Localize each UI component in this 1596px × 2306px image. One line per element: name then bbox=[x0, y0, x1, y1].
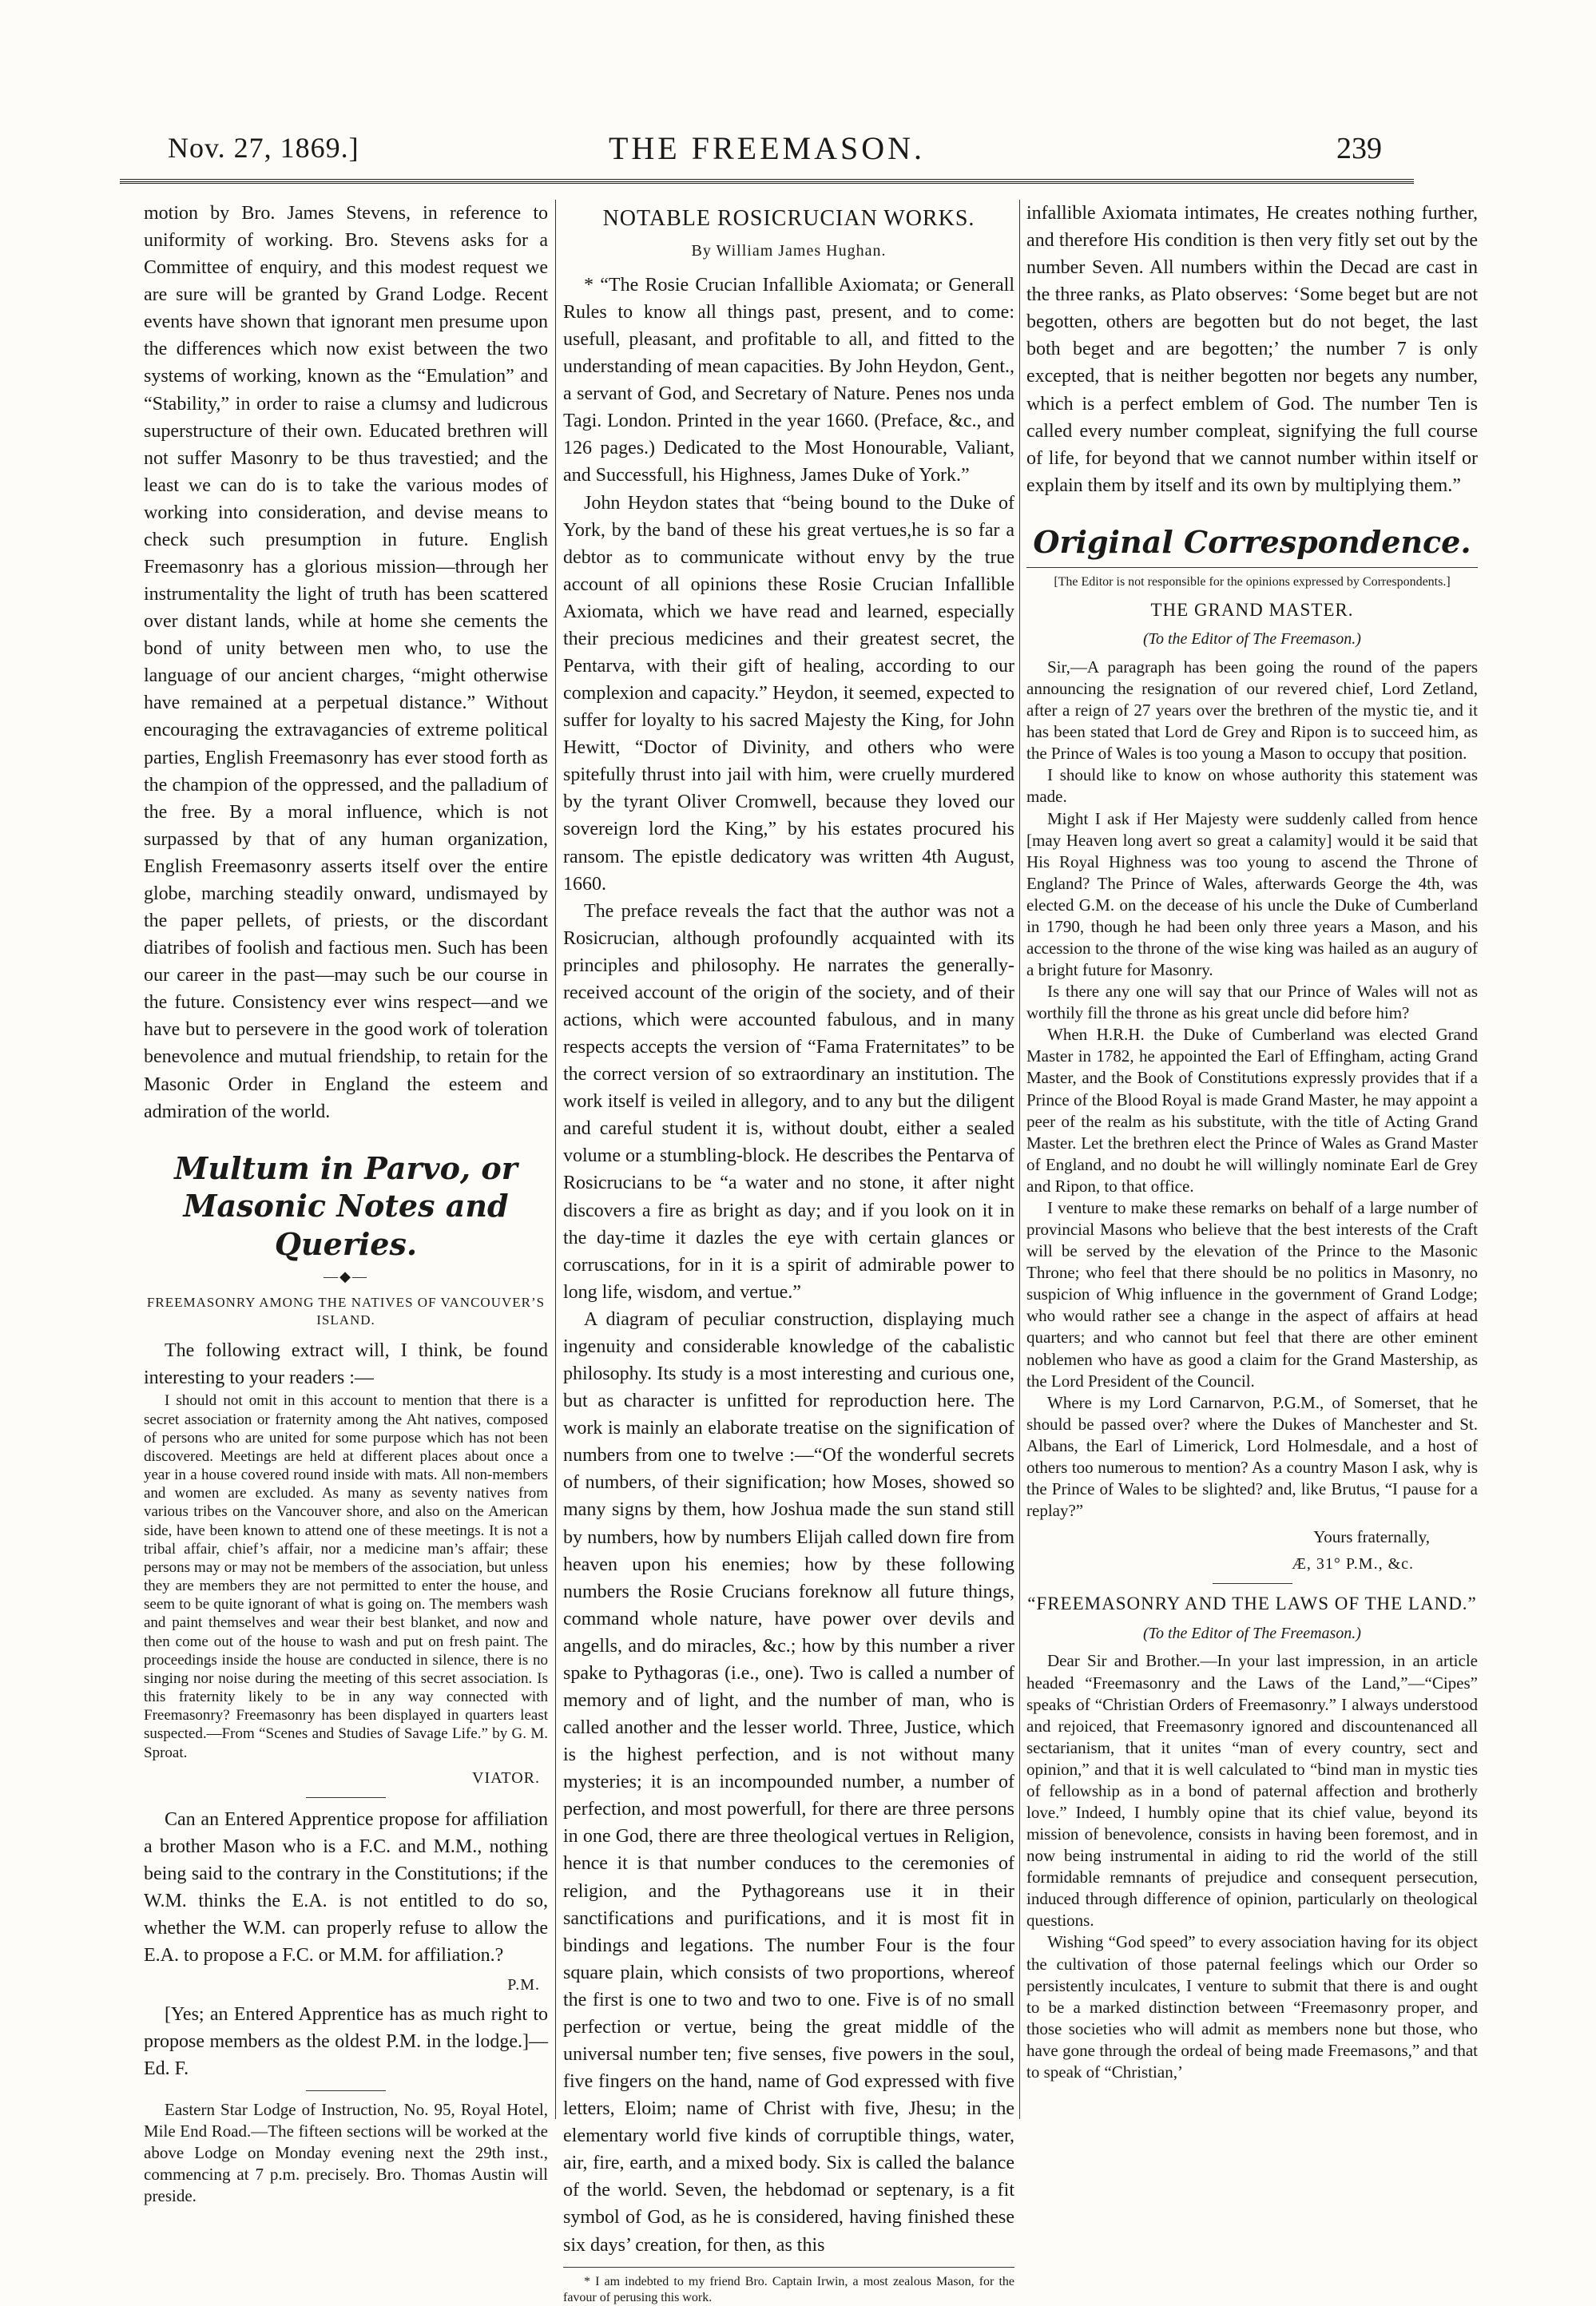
column-divider bbox=[555, 200, 556, 2119]
masthead-rule bbox=[120, 179, 1414, 184]
column-1 bbox=[144, 200, 548, 2206]
axiomata-continuation: infallible Axiomata intimates, He creates nothing further, and therefore His condition is then very fitly set out by the number Seven. All numbers within the Decad are cast in the three ranks, as Plato observes: ‘Some beget but are not begotten, others are begotten but do not beget, the last both beget and are begotten;’ the number 7 is only excepted, that is neither begotten nor begets any number, which is a perfect emblem of God. The number Ten is called every number compleat, signifying the full course of life, for beyond that we cannot number within itself or explain them by itself and its own by multiplying them.” bbox=[1026, 203, 1478, 496]
letter-paragraph: When H.R.H. the Duke of Cumberland was elected Grand Master in 1782, he appointed the Earl of Effingham, acting Grand Master, and the Book of Constitutions expressly provides that if a Prince of the Blood Royal is made Grand Master, he may appoint a peer of the realm as his substitute, with the title of Acting Grand Master. Let the brethren elect the Prince of Wales as Grand Master of England, and no doubt he will willingly nominate Earl de Grey and Ripon, to that office. bbox=[1026, 1025, 1478, 1196]
section-ornament: —◆— bbox=[324, 1268, 368, 1285]
letter-paragraph: Where is my Lord Carnarvon, P.G.M., of Somerset, that he should be passed over? where the Dukes of Manchester and St. Albans, the Earl of Limerick, Lord Holmesdale, and a host of others too numerous to mention? As a country Mason I ask, why is the Prince of Wales to be slighted? and, like Brutus, “I pause for a replay?” bbox=[1026, 1392, 1478, 1521]
divider bbox=[306, 1797, 386, 1798]
vancouver-quote: I should not omit in this account to mention that there is a secret association or fraternity among the Aht natives, composed of persons who are united for some purpose which has not been discovered. Meetings are held at different places about once a year in a house covered round inside with mats. All non-members and women are excluded. As many as seventy natives from various tribes on the Vancouver shore, and also on the American side, have been known to attend one of these meetings. It is not a tribal affair, chief’s affair, nor a medicine man’s affair; these persons may or may not be members of the association, but unless they are members they are not permitted to enter the house, and seem to be quite ignorant of what is going on. The members wash and paint themselves and wear their best blanket, and now and then come out of the house to wash and put on fresh paint. The proceedings inside the house are conducted in silence, there is no singing nor noise during the meeting of this secret association. Is this fraternity likely to be in any way connected with Freemasonry? Freemasonry has been displayed in quarters least suspected.—From “Scenes and Studies of Savage Life.” by G. M. Sproat. bbox=[144, 1392, 548, 1761]
viator-signature: VIATOR. bbox=[472, 1768, 540, 1787]
editorial-continuation: motion by Bro. James Stevens, in reference to uniformity of working. Bro. Stevens asks for a Committee of enquiry, and this modest request we are sure will be granted by Grand Lodge. Recent events have shown that ignorant men presume upon the differences which now exist between the two systems of working, known as the “Emulation” and “Stability,” in order to raise a clumsy and ludicrous superstructure of their own. Educated brethren will not suffer Masonry to be thus travestied; and the least we can do is to take the various modes of working into consideration, and devise means to check such presumption in future. English Freemasonry has a glorious mission—through her instrumentality the light of truth has been scattered over distant lands, while at home she cements the bond of unity between men who, to use the language of our ancient charges, “might otherwise have remained at a perpetual distance.” Without encouraging the extravagancies of extreme political parties, English Freemasonry has ever stood forth as the champion of the oppressed, and the palladium of the free. By a moral influence, which is not surpassed by that of any human organization, English Freemasonry asserts itself over the entire globe, marching steadily onward, undismayed by the paper pellets, of priests, or the discordant diatribes of foolish and factious men. Such has been our career in the past—may such be our course in the future. Consistency ever wins respect—and we have but to persevere in the good work of toleration benevolence and mutual friendship, to retain for the Masonic Order in England the esteem and admiration of the world. bbox=[144, 203, 548, 1122]
letter-closing: Yours fraternally, bbox=[1313, 1527, 1430, 1547]
letter-paragraph: I should like to know on whose authority this statement was made. bbox=[1026, 765, 1478, 807]
letter-paragraph: Dear Sir and Brother.—In your last impression, in an article headed “Freemasonry and the Laws of the Land,”—“Cipes” speaks of “Christian Orders of Freemasonry.” I always understood and rejoiced, that Freemasonry ignored and discountenanced all sectarianism, that it unites “man of every country, sect and opinion,” and that it is well calculated to “bind man in mystic ties of fellowship as in a bond of paternal affection and brotherly love.” Indeed, I humbly opine that its chief value, beyond its mission of benevolence, consists in having been foremost, and in now being instrumental in aiding to rid the world of the still formidable remnants of prejudice and consequent persecution, induced through difference of opinion, particularly on theological questions. bbox=[1026, 1651, 1478, 1931]
page-number: 239 bbox=[1336, 132, 1382, 165]
laws-of-land-title: “FREEMASONRY AND THE LAWS OF THE LAND.” bbox=[1027, 1594, 1477, 1613]
column-3 bbox=[1026, 200, 1478, 2119]
affiliation-answer: [Yes; an Entered Apprentice has as much right to propose members as the oldest P.M. in the lodge.]—Ed. F. bbox=[144, 2003, 548, 2080]
letter-paragraph: Is there any one will say that our Prince of Wales will not as worthily fill the throne as his great uncle did before him? bbox=[1026, 982, 1478, 1023]
divider bbox=[1026, 567, 1478, 568]
letter-signature: Æ, 31° P.M., &c. bbox=[1292, 1555, 1414, 1574]
eastern-star-notice: Eastern Star Lodge of Instruction, No. 95, Royal Hotel, Mile End Road.—The fifteen sections will be worked at the above Lodge on Monday evening next the 29th inst., commencing at 7 p.m. precisely. Bro. Thomas Austin will preside. bbox=[144, 2100, 548, 2206]
correspondence-heading: Original Correspondence. bbox=[1033, 523, 1471, 560]
pm-signature: P.M. bbox=[507, 1976, 540, 1994]
letter-paragraph: Wishing “God speed” to every association having for its object the cultivation of those paternal feelings which our Order so persistently inculcates, I venture to submit that there is and ought to be a marked distinction between “Freemasonry proper, and those societies who will admit as members none but those, who have gone through the ordeal of being made Freemasons,” and that to speak of “Christian,’ bbox=[1026, 1932, 1478, 2082]
divider bbox=[1213, 1583, 1292, 1584]
rosicrucian-paragraph: A diagram of peculiar construction, displaying much ingenuity and considerable knowledge of the cabalistic philosophy. Its study is a most interesting and curious one, but as character is unfitted for reproduction here. The work is mainly an elaborate treatise on the signification of numbers from one to twelve :—“Of the wonderful secrets of numbers, of their signification; how Moses, showed so many signs by them, how Joshua made the sun stand still by numbers, how by numbers Elijah called down fire from heaven upon his enemies; how by these following numbers the Rosie Crucians foreknow all future things, command whole nature, have power over devils and angells, and do miracles, &c.; how by this number a river spake to Pythagoras (i.e., one). Two is called a number of memory and of light, and the number of man, who is called another and the lesser world. Three, Justice, which is the highest perfection, and is not without many mysteries; it is an incompounded number, a number of perfection, and most powerfull, for there are three persons in one God, there are three theological vertues in Religion, hence it is that number conduces to the ceremonies of religion, and the Pythagoreans use it in their sanctifications and purifications, and it is most fit in bindings and legations. The number Four is the four square plain, which consists of two proportions, whereof the first is one to two and two to one. Five is of no small perfection or vertue, being the great middle of the universal number ten; five senses, five powers in the soul, five fingers on the hand, name of God expressed with five letters, Eloim; name of Christ with five, Jhesu; in the elementary world five kinds of corruptible things, water, air, fire, earth, and a mixed body. Six is called the balance of the world. Seven, the hebdomad or septenary, is a fit symbol of God, as he is considered, having finished these six days’ creation, for then, as this bbox=[563, 1308, 1014, 2256]
rosicrucian-paragraph: The preface reveals the fact that the author was not a Rosicrucian, although profoundly acquainted with its principles and philosophy. He narrates the generally-received account of the origin of the society, and of their actions, which were accounted fabulous, and in many respects accepts the version of “Fama Fraternitates” to be the correct version of so extraordinary an institution. The work itself is veiled in allegory, and to any but the diligent and careful student it is, without doubt, either a sealed volume or a stumbling-block. He describes the Pentarva of Rosicrucians to be “a water and no stone, it after night discovers a fire as bright as day; and if you look on it in the day-time it dazles the eye with certain glances or corruscations, for in it is a spirit of admirable power to long life, wisdom, and vertue.” bbox=[563, 900, 1014, 1303]
column-divider bbox=[1019, 200, 1020, 2119]
editor-disclaimer: [The Editor is not responsible for the opinions expressed by Correspondents.] bbox=[1054, 575, 1451, 589]
notes-queries-heading: Multum in Parvo, or Masonic Notes and Queries. bbox=[174, 1149, 518, 1262]
rosicrucian-paragraph: John Heydon states that “being bound to the Duke of York, by the band of these his great vertues,he is so far a debtor as to communicate without envy by the true account of all opinions these Rosie Crucian Infallible Axiomata, which we have read and learned, especially their precious medicines and their greatest secret, the Pentarva, with their gift of healing, according to our complexion and capacity.” Heydon, it seemed, expected to suffer for loyalty to his sacred Majesty the King, for John Hewitt, “Doctor of Divinity, and others who were spitefully thrust into jail with him, were cruelly murdered by the tyrant Oliver Cromwell, because they loved our sovereign lord the King,” by his estates procured his ransom. The epistle dedicatory was written 4th August, 1660. bbox=[563, 492, 1014, 895]
to-editor-line: (To the Editor of The Freemason.) bbox=[1143, 1624, 1361, 1642]
grand-master-title: THE GRAND MASTER. bbox=[1150, 599, 1354, 620]
vancouver-lead: The following extract will, I think, be found interesting to your readers :— bbox=[144, 1340, 548, 1389]
vancouver-subhead: FREEMASONRY AMONG THE NATIVES OF VANCOUVER’S ISLAND. bbox=[146, 1295, 546, 1328]
rosicrucian-title: NOTABLE ROSICRUCIAN WORKS. bbox=[602, 206, 975, 231]
to-editor-line: (To the Editor of The Freemason.) bbox=[1143, 630, 1361, 649]
divider bbox=[306, 2090, 386, 2091]
issue-date: Nov. 27, 1869.] bbox=[168, 132, 359, 164]
letter-paragraph: Might I ask if Her Majesty were suddenly called from hence [may Heaven long avert so great a calamity] would it be said that His Royal Highness was too young to ascend the Throne of England? The Prince of Wales, afterwards George the 4th, was elected G.M. on the decease of his uncle the Duke of Cumberland in 1790, though he had been only three years a Mason, and his accession to the throne of the wise king was hailed as an augury of a bright future for Masonry. bbox=[1026, 808, 1478, 980]
footnote: * I am indebted to my friend Bro. Captain Irwin, a most zealous Mason, for the favour of perusing this work. bbox=[563, 2267, 1014, 2306]
masthead bbox=[120, 128, 1414, 192]
letter-paragraph: Sir,—A paragraph has been going the round of the papers announcing the resignation of our revered chief, Lord Zetland, after a reign of 27 years over the brethren of the mystic tie, and it has been stated that Lord de Grey and Ripon is to succeed him, as the Prince of Wales is too young a Mason to occupy that position. bbox=[1026, 657, 1478, 764]
column-2 bbox=[563, 200, 1014, 2304]
rosicrucian-byline: By William James Hughan. bbox=[691, 242, 887, 260]
rosicrucian-entry: * “The Rosie Crucian Infallible Axiomata; or Generall Rules to know all things past, present, and to come: usefull, pleasant, and profitable to all, and fitted to the understanding of mean capacities. By John Heydon, Gent., a servant of God, and Secretary of Nature. Penes nos unda Tagi. London. Printed in the year 1660. (Preface, &c., and 126 pages.) Dedicated to the Most Honourable, Valiant, and Successfull, his Highness, James Duke of York.” bbox=[563, 274, 1014, 486]
newspaper-title: THE FREEMASON. bbox=[608, 130, 926, 166]
letter-paragraph: I venture to make these remarks on behalf of a large number of provincial Masons who believe that the best interests of the Craft will be served by the elevation of the Prince to the Masonic Throne; who feel that there should be no politics in Masonry, no suspicion of Whig influence in the government of Grand Lodge; who would rather see a change in the aspect of affairs at head quarters; and who cannot but feel that there are other eminent noblemen who have as good a claim for the Grand Mastership, as the Lord President of the Council. bbox=[1026, 1197, 1478, 1391]
affiliation-question: Can an Entered Apprentice propose for affiliation a brother Mason who is a F.C. and M.M., nothing being said to the contrary in the Constitutions; if the W.M. thinks the E.A. is not entitled to do so, whether the W.M. can properly refuse to allow the E.A. to propose a F.C. or M.M. for affiliation.? bbox=[144, 1808, 548, 1966]
